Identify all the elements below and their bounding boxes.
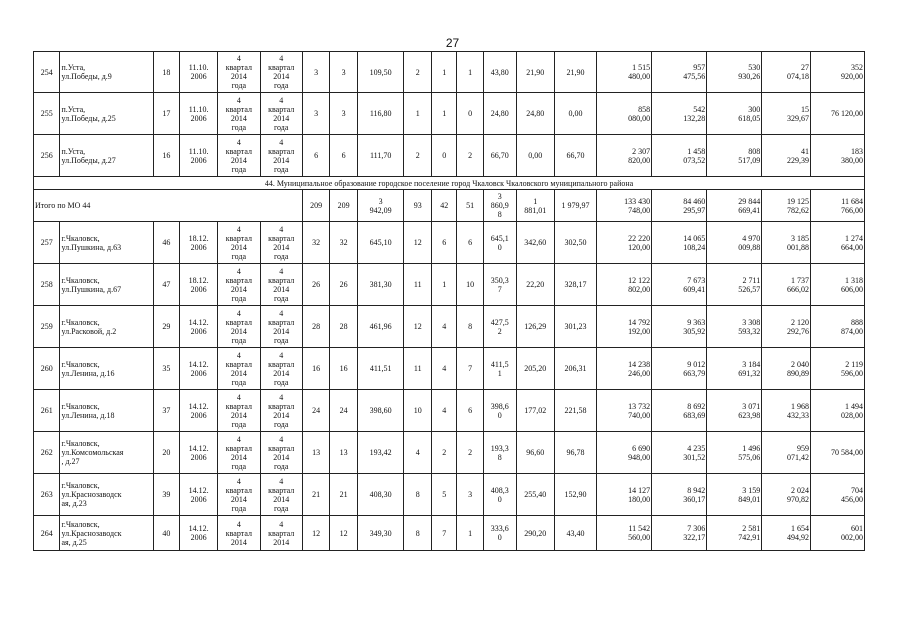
- c13-cell: 177,02: [516, 390, 554, 432]
- c9-cell: 11: [404, 348, 432, 390]
- c12-cell: 350,3 7: [483, 264, 516, 306]
- date-cell: 11.10. 2006: [180, 135, 218, 177]
- total-cell: 209: [302, 190, 330, 222]
- actual-quarter-cell: 4 квартал 2014 года: [260, 93, 302, 135]
- date-cell: 18.12. 2006: [180, 222, 218, 264]
- address-cell: п.Уста, ул.Победы, д.27: [60, 135, 153, 177]
- cost-local-cell: 1 737 666,02: [762, 264, 811, 306]
- row-number: 259: [34, 306, 60, 348]
- area-cell: 645,10: [357, 222, 404, 264]
- apartment-count-cell: 16: [153, 135, 179, 177]
- c14-cell: 66,70: [554, 135, 596, 177]
- apartment-count-cell: 29: [153, 306, 179, 348]
- c12-cell: 66,70: [483, 135, 516, 177]
- date-cell: 14.12. 2006: [180, 474, 218, 516]
- c7-cell: 21: [330, 474, 358, 516]
- total-cell: 19 125 782,62: [762, 190, 811, 222]
- cost-local-cell: 1 654 494,92: [762, 516, 811, 551]
- cost-extra-cell: 1 318 606,00: [810, 264, 864, 306]
- c12-cell: 411,5 1: [483, 348, 516, 390]
- cost-extra-cell: 2 119 596,00: [810, 348, 864, 390]
- cost-fund-cell: 7 673 609,41: [652, 264, 707, 306]
- area-cell: 193,42: [357, 432, 404, 474]
- c7-cell: 24: [330, 390, 358, 432]
- cost-extra-cell: 76 120,00: [810, 93, 864, 135]
- date-cell: 18.12. 2006: [180, 264, 218, 306]
- c9-cell: 12: [404, 222, 432, 264]
- area-cell: 398,60: [357, 390, 404, 432]
- date-cell: 14.12. 2006: [180, 516, 218, 551]
- row-number: 263: [34, 474, 60, 516]
- actual-quarter-cell: 4 квартал 2014 года: [260, 432, 302, 474]
- c11-cell: 2: [457, 432, 483, 474]
- c9-cell: 8: [404, 516, 432, 551]
- c6-cell: 32: [302, 222, 330, 264]
- apartment-count-cell: 39: [153, 474, 179, 516]
- c10-cell: 7: [431, 516, 456, 551]
- table-row: [34, 390, 865, 432]
- c10-cell: 0: [431, 135, 456, 177]
- cost-fund-cell: 4 235 301,52: [652, 432, 707, 474]
- total-cell: 209: [330, 190, 358, 222]
- c11-cell: 10: [457, 264, 483, 306]
- rows-after-section: [34, 222, 865, 551]
- cost-extra-cell: 183 380,00: [810, 135, 864, 177]
- total-cell: 29 844 669,41: [707, 190, 762, 222]
- planned-quarter-cell: 4 квартал 2014 года: [218, 264, 260, 306]
- cost-region-cell: 3 159 849,01: [707, 474, 762, 516]
- c13-cell: 0,00: [516, 135, 554, 177]
- total-cell: 1 979,97: [554, 190, 596, 222]
- row-number: 261: [34, 390, 60, 432]
- c12-cell: 24,80: [483, 93, 516, 135]
- actual-quarter-cell: 4 квартал 2014 года: [260, 52, 302, 93]
- cost-region-cell: 4 970 009,88: [707, 222, 762, 264]
- total-cell: 133 430 748,00: [597, 190, 652, 222]
- address-cell: г.Чкаловск, ул.Пушкина, д.67: [60, 264, 153, 306]
- cost-fund-cell: 14 065 108,24: [652, 222, 707, 264]
- c9-cell: 8: [404, 474, 432, 516]
- c6-cell: 3: [302, 93, 330, 135]
- planned-quarter-cell: 4 квартал 2014: [218, 516, 260, 551]
- apartment-count-cell: 17: [153, 93, 179, 135]
- c14-cell: 221,58: [554, 390, 596, 432]
- actual-quarter-cell: 4 квартал 2014 года: [260, 135, 302, 177]
- area-cell: 109,50: [357, 52, 404, 93]
- cost-local-cell: 2 024 970,82: [762, 474, 811, 516]
- c11-cell: 3: [457, 474, 483, 516]
- c6-cell: 28: [302, 306, 330, 348]
- cost-extra-cell: 704 456,00: [810, 474, 864, 516]
- table-row: [34, 348, 865, 390]
- c13-cell: 342,60: [516, 222, 554, 264]
- c7-cell: 32: [330, 222, 358, 264]
- c7-cell: 28: [330, 306, 358, 348]
- cost-extra-cell: 601 002,00: [810, 516, 864, 551]
- actual-quarter-cell: 4 квартал 2014 года: [260, 348, 302, 390]
- page-number: 27: [445, 36, 460, 50]
- c13-cell: 21,90: [516, 52, 554, 93]
- apartment-count-cell: 20: [153, 432, 179, 474]
- actual-quarter-cell: 4 квартал 2014 года: [260, 222, 302, 264]
- table-row: [34, 135, 865, 177]
- c13-cell: 255,40: [516, 474, 554, 516]
- c12-cell: 645,1 0: [483, 222, 516, 264]
- row-number: 258: [34, 264, 60, 306]
- c10-cell: 2: [431, 432, 456, 474]
- c6-cell: 16: [302, 348, 330, 390]
- c14-cell: 96,78: [554, 432, 596, 474]
- cost-region-cell: 1 496 575,06: [707, 432, 762, 474]
- date-cell: 14.12. 2006: [180, 432, 218, 474]
- area-cell: 411,51: [357, 348, 404, 390]
- cost-total-cell: 1 515 480,00: [597, 52, 652, 93]
- planned-quarter-cell: 4 квартал 2014 года: [218, 52, 260, 93]
- planned-quarter-cell: 4 квартал 2014 года: [218, 432, 260, 474]
- date-cell: 11.10. 2006: [180, 93, 218, 135]
- cost-fund-cell: 1 458 073,52: [652, 135, 707, 177]
- c12-cell: 333,6 0: [483, 516, 516, 551]
- c11-cell: 7: [457, 348, 483, 390]
- c9-cell: 12: [404, 306, 432, 348]
- date-cell: 14.12. 2006: [180, 390, 218, 432]
- table-row: [34, 52, 865, 93]
- planned-quarter-cell: 4 квартал 2014 года: [218, 474, 260, 516]
- address-cell: г.Чкаловск, ул.Ленина, д.18: [60, 390, 153, 432]
- c14-cell: 21,90: [554, 52, 596, 93]
- address-cell: г.Чкаловск, ул.Расковой, д.2: [60, 306, 153, 348]
- planned-quarter-cell: 4 квартал 2014 года: [218, 306, 260, 348]
- c13-cell: 24,80: [516, 93, 554, 135]
- c9-cell: 1: [404, 93, 432, 135]
- c7-cell: 12: [330, 516, 358, 551]
- total-label: Итого по МО 44: [34, 190, 303, 222]
- c12-cell: 193,3 8: [483, 432, 516, 474]
- total-row: [34, 190, 865, 222]
- address-cell: г.Чкаловск, ул.Краснозаводск ая, д.25: [60, 516, 153, 551]
- total-cell: 42: [431, 190, 456, 222]
- cost-region-cell: 3 308 593,32: [707, 306, 762, 348]
- c10-cell: 1: [431, 52, 456, 93]
- c13-cell: 96,60: [516, 432, 554, 474]
- c11-cell: 0: [457, 93, 483, 135]
- c12-cell: 427,5 2: [483, 306, 516, 348]
- apartment-count-cell: 47: [153, 264, 179, 306]
- c14-cell: 301,23: [554, 306, 596, 348]
- c10-cell: 4: [431, 348, 456, 390]
- apartment-count-cell: 37: [153, 390, 179, 432]
- c14-cell: 43,40: [554, 516, 596, 551]
- c6-cell: 26: [302, 264, 330, 306]
- cost-total-cell: 13 732 740,00: [597, 390, 652, 432]
- c13-cell: 126,29: [516, 306, 554, 348]
- total-cell: 3 942,09: [357, 190, 404, 222]
- c13-cell: 205,20: [516, 348, 554, 390]
- table-row: [34, 474, 865, 516]
- row-number: 260: [34, 348, 60, 390]
- cost-total-cell: 858 080,00: [597, 93, 652, 135]
- total-cell: 3 860,9 8: [483, 190, 516, 222]
- area-cell: 116,80: [357, 93, 404, 135]
- cost-local-cell: 1 968 432,33: [762, 390, 811, 432]
- apartment-count-cell: 18: [153, 52, 179, 93]
- table-row: [34, 516, 865, 551]
- cost-total-cell: 22 220 120,00: [597, 222, 652, 264]
- c14-cell: 302,50: [554, 222, 596, 264]
- c7-cell: 26: [330, 264, 358, 306]
- planned-quarter-cell: 4 квартал 2014 года: [218, 222, 260, 264]
- area-cell: 461,96: [357, 306, 404, 348]
- table-row: [34, 432, 865, 474]
- apartment-count-cell: 35: [153, 348, 179, 390]
- cost-total-cell: 6 690 948,00: [597, 432, 652, 474]
- cost-extra-cell: 1 494 028,00: [810, 390, 864, 432]
- planned-quarter-cell: 4 квартал 2014 года: [218, 390, 260, 432]
- row-number: 257: [34, 222, 60, 264]
- c13-cell: 290,20: [516, 516, 554, 551]
- c14-cell: 152,90: [554, 474, 596, 516]
- cost-total-cell: 2 307 820,00: [597, 135, 652, 177]
- c7-cell: 13: [330, 432, 358, 474]
- date-cell: 14.12. 2006: [180, 348, 218, 390]
- total-cell: 1 881,01: [516, 190, 554, 222]
- cost-fund-cell: 7 306 322,17: [652, 516, 707, 551]
- actual-quarter-cell: 4 квартал 2014 года: [260, 306, 302, 348]
- section-header: [34, 177, 865, 222]
- table-row: [34, 306, 865, 348]
- row-number: 262: [34, 432, 60, 474]
- cost-local-cell: 2 120 292,76: [762, 306, 811, 348]
- date-cell: 11.10. 2006: [180, 52, 218, 93]
- cost-extra-cell: 352 920,00: [810, 52, 864, 93]
- c6-cell: 12: [302, 516, 330, 551]
- table-row: [34, 264, 865, 306]
- housing-table: [33, 51, 865, 551]
- cost-extra-cell: 1 274 664,00: [810, 222, 864, 264]
- c10-cell: 6: [431, 222, 456, 264]
- area-cell: 381,30: [357, 264, 404, 306]
- address-cell: г.Чкаловск, ул.Пушкина, д.63: [60, 222, 153, 264]
- area-cell: 408,30: [357, 474, 404, 516]
- c11-cell: 6: [457, 390, 483, 432]
- planned-quarter-cell: 4 квартал 2014 года: [218, 135, 260, 177]
- cost-local-cell: 2 040 890,89: [762, 348, 811, 390]
- cost-local-cell: 27 074,18: [762, 52, 811, 93]
- cost-region-cell: 300 618,05: [707, 93, 762, 135]
- c10-cell: 1: [431, 93, 456, 135]
- c7-cell: 3: [330, 93, 358, 135]
- table-row: [34, 222, 865, 264]
- c10-cell: 4: [431, 390, 456, 432]
- cost-total-cell: 12 122 802,00: [597, 264, 652, 306]
- area-cell: 349,30: [357, 516, 404, 551]
- planned-quarter-cell: 4 квартал 2014 года: [218, 348, 260, 390]
- planned-quarter-cell: 4 квартал 2014 года: [218, 93, 260, 135]
- cost-region-cell: 808 517,09: [707, 135, 762, 177]
- total-cell: 93: [404, 190, 432, 222]
- address-cell: г.Чкаловск, ул.Комсомольская , д.27: [60, 432, 153, 474]
- c9-cell: 10: [404, 390, 432, 432]
- cost-total-cell: 14 127 180,00: [597, 474, 652, 516]
- c10-cell: 1: [431, 264, 456, 306]
- actual-quarter-cell: 4 квартал 2014 года: [260, 390, 302, 432]
- c10-cell: 5: [431, 474, 456, 516]
- c6-cell: 24: [302, 390, 330, 432]
- c6-cell: 13: [302, 432, 330, 474]
- c11-cell: 6: [457, 222, 483, 264]
- table-row: [34, 93, 865, 135]
- c14-cell: 206,31: [554, 348, 596, 390]
- cost-region-cell: 530 930,26: [707, 52, 762, 93]
- c9-cell: 4: [404, 432, 432, 474]
- c14-cell: 328,17: [554, 264, 596, 306]
- total-cell: 11 684 766,00: [810, 190, 864, 222]
- actual-quarter-cell: 4 квартал 2014 года: [260, 264, 302, 306]
- total-cell: 84 460 295,97: [652, 190, 707, 222]
- cost-extra-cell: 888 874,00: [810, 306, 864, 348]
- cost-local-cell: 41 229,39: [762, 135, 811, 177]
- address-cell: г.Чкаловск, ул.Ленина, д.16: [60, 348, 153, 390]
- address-cell: п.Уста, ул.Победы, д.25: [60, 93, 153, 135]
- c6-cell: 21: [302, 474, 330, 516]
- area-cell: 111,70: [357, 135, 404, 177]
- c7-cell: 6: [330, 135, 358, 177]
- c6-cell: 6: [302, 135, 330, 177]
- cost-local-cell: 959 071,42: [762, 432, 811, 474]
- cost-fund-cell: 9 012 663,79: [652, 348, 707, 390]
- c11-cell: 1: [457, 516, 483, 551]
- cost-region-cell: 2 711 526,57: [707, 264, 762, 306]
- cost-total-cell: 14 238 246,00: [597, 348, 652, 390]
- cost-fund-cell: 957 475,56: [652, 52, 707, 93]
- c7-cell: 16: [330, 348, 358, 390]
- cost-local-cell: 15 329,67: [762, 93, 811, 135]
- cost-fund-cell: 8 942 360,17: [652, 474, 707, 516]
- cost-fund-cell: 9 363 305,92: [652, 306, 707, 348]
- cost-fund-cell: 542 132,28: [652, 93, 707, 135]
- total-cell: 51: [457, 190, 483, 222]
- apartment-count-cell: 46: [153, 222, 179, 264]
- c14-cell: 0,00: [554, 93, 596, 135]
- apartment-count-cell: 40: [153, 516, 179, 551]
- section-title: 44. Муниципальное образование городское поселение город Чкаловск Чкаловского муниципального района: [34, 177, 865, 190]
- c13-cell: 22,20: [516, 264, 554, 306]
- cost-fund-cell: 8 692 683,69: [652, 390, 707, 432]
- c11-cell: 2: [457, 135, 483, 177]
- row-number: 264: [34, 516, 60, 551]
- cost-region-cell: 3 184 691,32: [707, 348, 762, 390]
- rows-before-section: [34, 52, 865, 177]
- actual-quarter-cell: 4 квартал 2014: [260, 516, 302, 551]
- row-number: 254: [34, 52, 60, 93]
- c6-cell: 3: [302, 52, 330, 93]
- c10-cell: 4: [431, 306, 456, 348]
- row-number: 256: [34, 135, 60, 177]
- row-number: 255: [34, 93, 60, 135]
- c9-cell: 2: [404, 135, 432, 177]
- c9-cell: 11: [404, 264, 432, 306]
- actual-quarter-cell: 4 квартал 2014 года: [260, 474, 302, 516]
- c9-cell: 2: [404, 52, 432, 93]
- address-cell: г.Чкаловск, ул.Краснозаводск ая, д.23: [60, 474, 153, 516]
- cost-region-cell: 3 071 623,98: [707, 390, 762, 432]
- cost-region-cell: 2 581 742,91: [707, 516, 762, 551]
- c11-cell: 8: [457, 306, 483, 348]
- c12-cell: 398,6 0: [483, 390, 516, 432]
- address-cell: п.Уста, ул.Победы, д.9: [60, 52, 153, 93]
- cost-extra-cell: 70 584,00: [810, 432, 864, 474]
- c12-cell: 408,3 0: [483, 474, 516, 516]
- c11-cell: 1: [457, 52, 483, 93]
- date-cell: 14.12. 2006: [180, 306, 218, 348]
- cost-local-cell: 3 185 001,88: [762, 222, 811, 264]
- cost-total-cell: 11 542 560,00: [597, 516, 652, 551]
- cost-total-cell: 14 792 192,00: [597, 306, 652, 348]
- c12-cell: 43,80: [483, 52, 516, 93]
- c7-cell: 3: [330, 52, 358, 93]
